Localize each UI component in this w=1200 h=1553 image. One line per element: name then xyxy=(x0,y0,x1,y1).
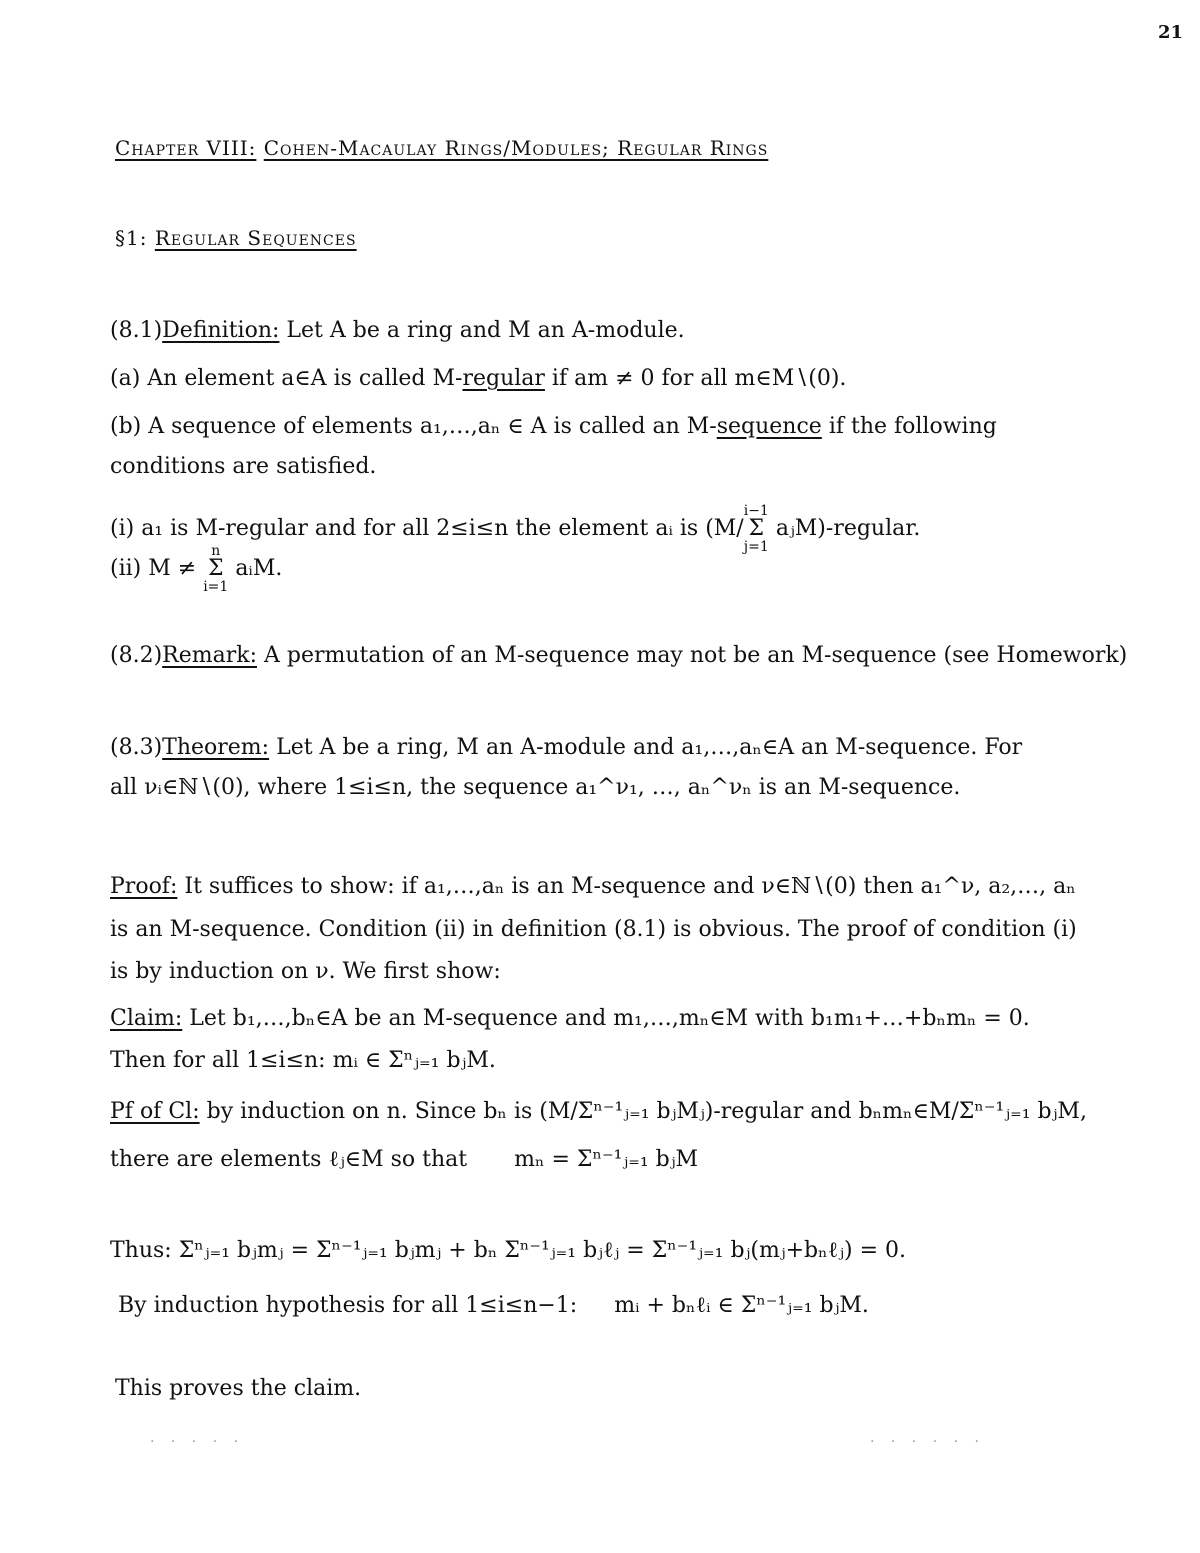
sum-lower: j=1 xyxy=(743,539,769,555)
theorem-line-1 xyxy=(110,733,1022,763)
chapter-heading xyxy=(115,133,768,163)
pf-claim-text-2: there are elements ℓⱼ∈M so that xyxy=(110,1147,468,1172)
sum-sign: Σ xyxy=(748,516,765,541)
claim-head: Claim: xyxy=(110,1006,183,1031)
proof-line-2: is an M-sequence. Condition (ii) in definition (8.1) is obvious. The proof of condition (i) xyxy=(110,917,1077,942)
definition-part-a xyxy=(110,364,846,394)
section-heading xyxy=(115,223,357,253)
chapter-prefix: Chapter VIII: xyxy=(115,136,257,160)
definition-a-post: if am ≠ 0 for all m∈M∖(0). xyxy=(551,366,847,391)
sum-upper: n xyxy=(211,543,221,559)
definition-b-term: sequence xyxy=(716,414,822,439)
pf-claim-head: Pf of Cl: xyxy=(110,1099,200,1124)
condition-i-pre: (i) a₁ is M-regular and for all 2≤i≤n the element aᵢ is (M/ xyxy=(110,516,744,541)
section-prefix: §1: xyxy=(115,226,148,250)
sum-sign: Σ xyxy=(207,556,224,581)
definition-part-b xyxy=(110,412,997,442)
condition-ii-pre: (ii) M ≠ xyxy=(110,556,197,581)
claim-line-2: Then for all 1≤i≤n: mᵢ ∈ Σⁿⱼ₌₁ bⱼM. xyxy=(110,1048,496,1073)
theorem-head: Theorem: xyxy=(162,735,270,760)
definition-head: Definition: xyxy=(162,318,280,343)
proof-line-3: is by induction on ν. We first show: xyxy=(110,959,501,984)
page-number: 21 xyxy=(1158,22,1184,43)
definition-part-b-line2: conditions are satisfied. xyxy=(110,454,377,479)
thus-line: Thus: Σⁿⱼ₌₁ bⱼmⱼ = Σⁿ⁻¹ⱼ₌₁ bⱼmⱼ + bₙ Σⁿ⁻¹ⱼ₌₁ bⱼℓⱼ = Σⁿ⁻¹ⱼ₌₁ bⱼ(mⱼ+bₙℓⱼ) = 0. xyxy=(110,1238,906,1263)
condition-i-post: aⱼM)-regular. xyxy=(775,516,921,541)
definition-text: Let A be a ring and M an A-module. xyxy=(286,318,685,343)
pf-claim-line-1 xyxy=(110,1097,1087,1127)
remark xyxy=(110,641,1127,671)
proof-line-1 xyxy=(110,872,1076,902)
claim-line-1 xyxy=(110,1004,1030,1034)
definition-a-term: regular xyxy=(462,366,545,391)
theorem-text-1: Let A be a ring, M an A-module and a₁,…,aₙ∈A an M-sequence. For xyxy=(276,735,1023,760)
proof-head: Proof: xyxy=(110,874,178,899)
condition-ii-sum xyxy=(203,544,228,594)
condition-i-sum xyxy=(744,504,769,554)
sum-lower: i=1 xyxy=(203,579,229,595)
definition-condition-ii xyxy=(110,544,282,594)
theorem-label: (8.3) xyxy=(110,735,163,760)
claim-text-1: Let b₁,…,bₙ∈A be an M-sequence and m₁,…,mₙ∈M with b₁m₁+…+bₙmₙ = 0. xyxy=(189,1006,1030,1031)
definition-b-post: if the following xyxy=(828,414,997,439)
remark-head: Remark: xyxy=(162,643,257,668)
pf-claim-line-2 xyxy=(110,1145,698,1175)
induction-equation: mᵢ + bₙℓᵢ ∈ Σⁿ⁻¹ⱼ₌₁ bⱼM. xyxy=(614,1293,869,1318)
condition-ii-post: aᵢM. xyxy=(235,556,283,581)
sum-upper: i−1 xyxy=(743,503,769,519)
chapter-title: Cohen-Macaulay Rings/Modules; Regular Rings xyxy=(263,136,769,160)
pf-claim-equation: mₙ = Σⁿ⁻¹ⱼ₌₁ bⱼM xyxy=(514,1147,699,1172)
induction-line xyxy=(118,1291,869,1321)
proof-conclusion: This proves the claim. xyxy=(115,1376,362,1401)
remark-label: (8.2) xyxy=(110,643,163,668)
remark-text: A permutation of an M-sequence may not be an M-sequence (see Homework) xyxy=(263,643,1128,668)
theorem-line-2: all νᵢ∈ℕ∖(0), where 1≤i≤n, the sequence a₁^ν₁, …, aₙ^νₙ is an M-sequence. xyxy=(110,775,961,800)
paper-dots: . . . . . . xyxy=(870,1430,985,1446)
pf-claim-text-1: by induction on n. Since bₙ is (M/Σⁿ⁻¹ⱼ₌₁ bⱼMⱼ)-regular and bₙmₙ∈M/Σⁿ⁻¹ⱼ₌₁ bⱼM, xyxy=(206,1099,1087,1124)
section-title: Regular Sequences xyxy=(154,226,357,250)
definition-b-pre: (b) A sequence of elements a₁,…,aₙ ∈ A is called an M- xyxy=(110,414,717,439)
paper-dots: . . . . . xyxy=(150,1430,245,1446)
definition-a-pre: (a) An element a∈A is called M- xyxy=(110,366,463,391)
proof-text-1: It suffices to show: if a₁,…,aₙ is an M-sequence and ν∈ℕ∖(0) then a₁^ν, a₂,…, aₙ xyxy=(184,874,1076,899)
definition-line-1 xyxy=(110,316,685,346)
definition-label: (8.1) xyxy=(110,318,163,343)
induction-text: By induction hypothesis for all 1≤i≤n−1: xyxy=(118,1293,578,1318)
